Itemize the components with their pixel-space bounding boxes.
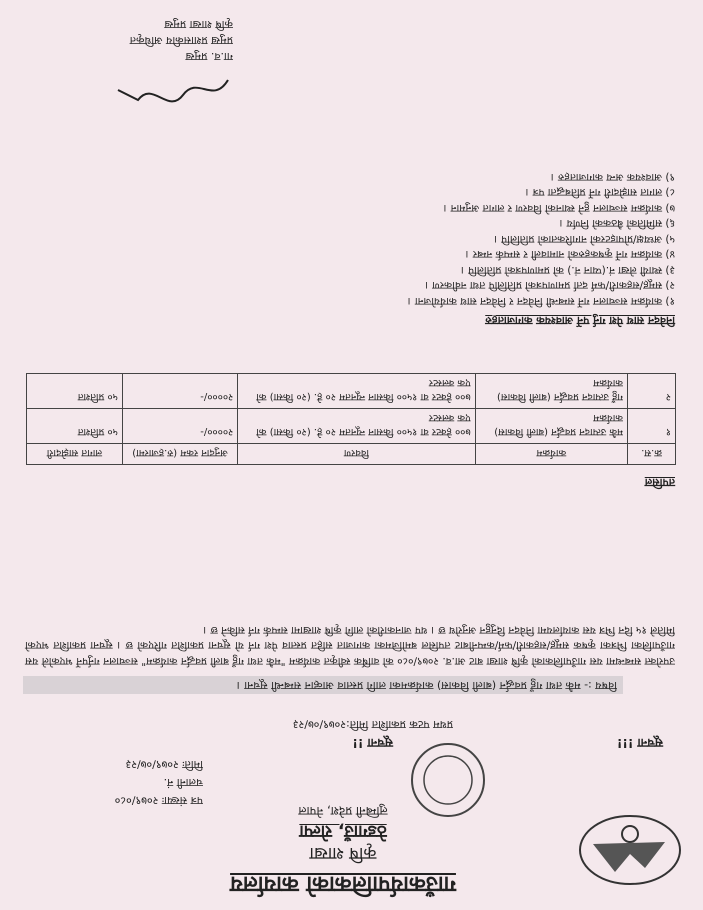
list-item: २) समूह/सहकारी/फर्म दर्ता प्रमाणपत्रको प्रतिलिपि तथा नवीकरण ।	[424, 279, 675, 292]
list-item: ५) अध्यक्ष/प्रोपाइटरको नागरिकताको प्रतिलिपि ।	[493, 233, 675, 245]
tapasil-heading: तपसिल	[644, 476, 675, 489]
col-amount: अनुदान रकम (रु.हजारमा)	[122, 444, 237, 465]
col-sn: क्र.स.	[628, 444, 676, 465]
province-name: लुम्बिनी प्रदेश, नेपाल	[298, 804, 388, 818]
place-name: ठेडगाउँ, रोल्पा	[299, 821, 387, 841]
publication-date: प्रथम पटक प्रकाशित मिति:२०७९/०७/२३	[292, 718, 453, 731]
cell-program: गहुँ उत्पादन प्रवर्द्धन (बाली विकास) कार्यक्रम	[475, 374, 627, 409]
signature-icon	[113, 70, 233, 110]
list-item: ३) स्थायी लेखा नं.(प्यान नं.) को प्रमाणपत्रको प्रतिलिपि ।	[460, 264, 675, 276]
cell-detail: ७०० हेक्टर वा १५०० किसान न्यूनतम २० हे. (२० किसा) को एक क्लस्टर	[238, 374, 475, 409]
list-item: ७) कार्यक्रम सञ्चालन हुने स्थानको विवरण र लागत अनुमान ।	[443, 202, 675, 214]
cell-share: ५० प्रतिशत	[27, 374, 123, 409]
letter-date: मितिः २०७९/०७/२३	[125, 758, 203, 771]
table-row	[27, 409, 676, 444]
cell-share: ५० प्रतिशत	[27, 409, 123, 444]
col-detail: विवरण	[238, 444, 475, 465]
list-item: ९) आवश्यक अन्य कागजातहरु ।	[550, 171, 675, 183]
cell-detail: ७०० हेक्टर वा १५०० किसान न्यूनतम २० हे. (२० किसा) को एक क्लस्टर	[238, 409, 475, 444]
cell-amount: २००००/-	[122, 374, 237, 409]
signatory-role: कृषि शाखा प्रमुख	[164, 18, 233, 31]
table-header-row	[27, 444, 676, 465]
dispatch-number: चलानी नं.	[163, 776, 203, 789]
office-title: गाउँकार्यपालिकाको कार्यालय	[230, 871, 456, 896]
col-share: लागत साझेदारी	[27, 444, 123, 465]
branch-name: कृषि शाखा	[309, 843, 377, 863]
documents-list	[25, 169, 675, 309]
nepal-emblem-icon	[575, 810, 685, 890]
cell-amount: २००००/-	[122, 409, 237, 444]
program-table	[26, 373, 676, 465]
notice-title: सूचना !!	[352, 736, 393, 750]
documents-heading: निवेदन साथ पेश गर्नु पर्ने आवश्यक कागजातहरु	[485, 314, 675, 327]
col-program: कार्यक्रम	[475, 444, 627, 465]
table-row	[27, 374, 676, 409]
signatory-name: गा.व. प्रमुख	[185, 50, 233, 63]
list-item: ४) कार्यक्रम गर्ने कृषकहरुको नामावली र सम्पर्क नम्बर ।	[465, 248, 675, 261]
signatory-title: प्रमुख प्रशासकीय अधिकृत	[129, 34, 233, 47]
body-paragraph: उपरोक्त सम्बन्धमा यस गाउँपालिकाको कृषि शाखा बाट आ.व. २०७९/०८० को वार्षिक स्वीकृत कार्यक्रम "मकै तथा गहुँ बाली प्रवर्द्धन कार्यक्रम" सञ्चालन गर्नुपर्ने भएकोले यस गाउँपालिका भित्रका कृषक समूह/सहकारी/फर्म/कम्पनीबाट तपसिल बमोजिमका कागजात सहित प्रस्ताव पेश गर्न यो सूचना प्रकाशित गरिएको छ । सूचना प्रकाशित भएको मितिले १५ दिन भित्र यस कार्यालयमा निवेदन दिनुहुन अनुरोध छ । थप जानकारीको लागि कृषि शाखामा सम्पर्क गर्न सकिने छ ।	[25, 624, 675, 667]
list-item: १) कार्यक्रम सञ्चालन गर्ने सम्बन्धी निवेदन र निवेदन साथ कार्ययोजना ।	[407, 295, 675, 307]
cell-program: मकै उत्पादन प्रवर्द्धन (बाली विकास) कार्यक्रम	[475, 409, 627, 444]
subject-line: विषय :- मकै तथा गहुँ प्रवर्द्धन (बाली विकास) कार्यक्रमका लागि प्रस्ताव आव्हान सम्बन्धी सूचना ।	[23, 676, 623, 694]
list-item: ६) समितिको बैठकको निर्णय ।	[559, 217, 675, 230]
cell-sn: १	[628, 409, 676, 444]
letter-number: पत्र संख्याः २०७९/०८०	[114, 794, 203, 807]
cell-sn: २	[628, 374, 676, 409]
list-item: ८) लागत साझेदारी गर्ने प्रतिबद्धता पत्र ।	[525, 186, 675, 199]
notice-subtitle: सूचना !!!	[616, 736, 663, 750]
